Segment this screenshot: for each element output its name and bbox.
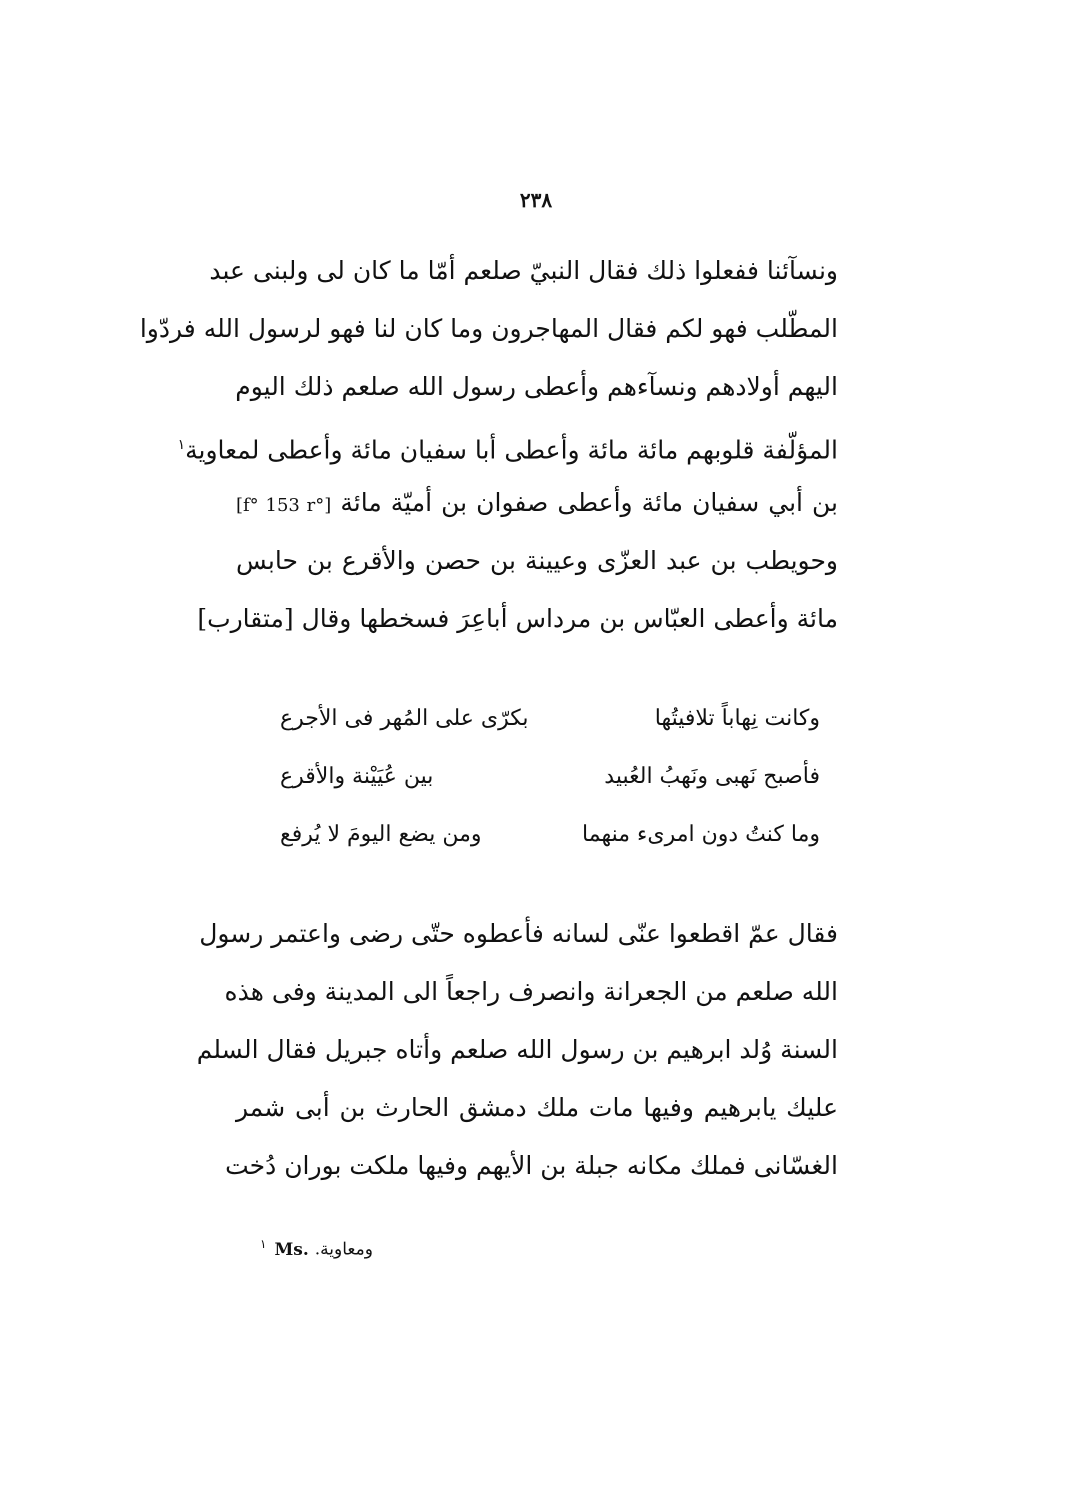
footnote-reading: ومعاوية.	[314, 1239, 373, 1260]
verse-line	[280, 812, 820, 870]
prose-line: فقال عمّ اقطعوا عنّى لسانه فأعطوه حتّى رضى واعتمر رسول	[199, 919, 838, 948]
prose-block-bottom	[196, 905, 838, 1195]
page-number: ٢٣٨	[519, 188, 553, 212]
verse-second-hemistich: بكرّى على المُهر فى الأجرع	[280, 706, 529, 731]
folio-marker: [f° 153 r°]	[236, 495, 332, 516]
poem-block	[280, 696, 820, 870]
prose-line-with-footnote	[177, 416, 838, 474]
prose-line: الغسّانى فملك مكانه جبلة بن الأيهم وفيها ملكت بوران دُخت	[225, 1151, 838, 1180]
prose-line-with-folio	[236, 474, 838, 532]
prose-line: مائة وأعطى العبّاس بن مرداس أباعِرَ فسخطها وقال [متقارب]	[197, 604, 838, 633]
prose-line: المطّلب فهو لكم فقال المهاجرون وما كان لنا فهو لرسول الله فردّوا	[139, 314, 838, 343]
prose-block-top	[139, 242, 839, 648]
prose-line: اليهم أولادهم ونسآءهم وأعطى رسول الله صلعم ذلك اليوم	[235, 372, 838, 401]
footnote-ms-label: Ms.	[274, 1239, 309, 1260]
footnote-reference: ١	[177, 437, 186, 453]
prose-line: الله صلعم من الجعرانة وانصرف راجعاً الى المدينة وفى هذه	[224, 977, 838, 1006]
verse-first-hemistich: وكانت نِهاباً تلافيتُها	[654, 706, 820, 731]
verse-line	[280, 754, 820, 812]
prose-line: وحويطب بن عبد العزّى وعيينة بن حصن والأقرع بن حابس	[236, 546, 838, 575]
prose-line-text: المؤلّفة قلوبهم مائة مائة وأعطى أبا سفيان مائة وأعطى لمعاوية	[185, 435, 838, 465]
prose-line: السنة وُلد ابرهيم بن رسول الله صلعم وأتاه جبريل فقال السلم	[196, 1035, 838, 1064]
verse-second-hemistich: بين عُيَيْنة والأقرع	[280, 764, 434, 789]
prose-line: ونسآئنا ففعلوا ذلك فقال النبيّ صلعم أمّا ما كان لى ولبنى عبد	[209, 256, 838, 285]
footnote	[260, 1237, 373, 1260]
verse-line	[280, 696, 820, 754]
prose-line: عليك يابرهيم وفيها مات ملك دمشق الحارث بن أبى شمر	[236, 1093, 838, 1122]
verse-first-hemistich: وما كنتُ دون امرىء منهما	[582, 822, 820, 847]
verse-second-hemistich: ومن يضع اليومَ لا يُرفع	[280, 822, 482, 847]
prose-line-text: بن أبي سفيان مائة وأعطى صفوان بن أميّة مائة	[340, 488, 839, 517]
verse-first-hemistich: فأصبح نَهبى ونَهبُ العُبيد	[604, 764, 820, 789]
footnote-number: ١	[260, 1237, 267, 1251]
